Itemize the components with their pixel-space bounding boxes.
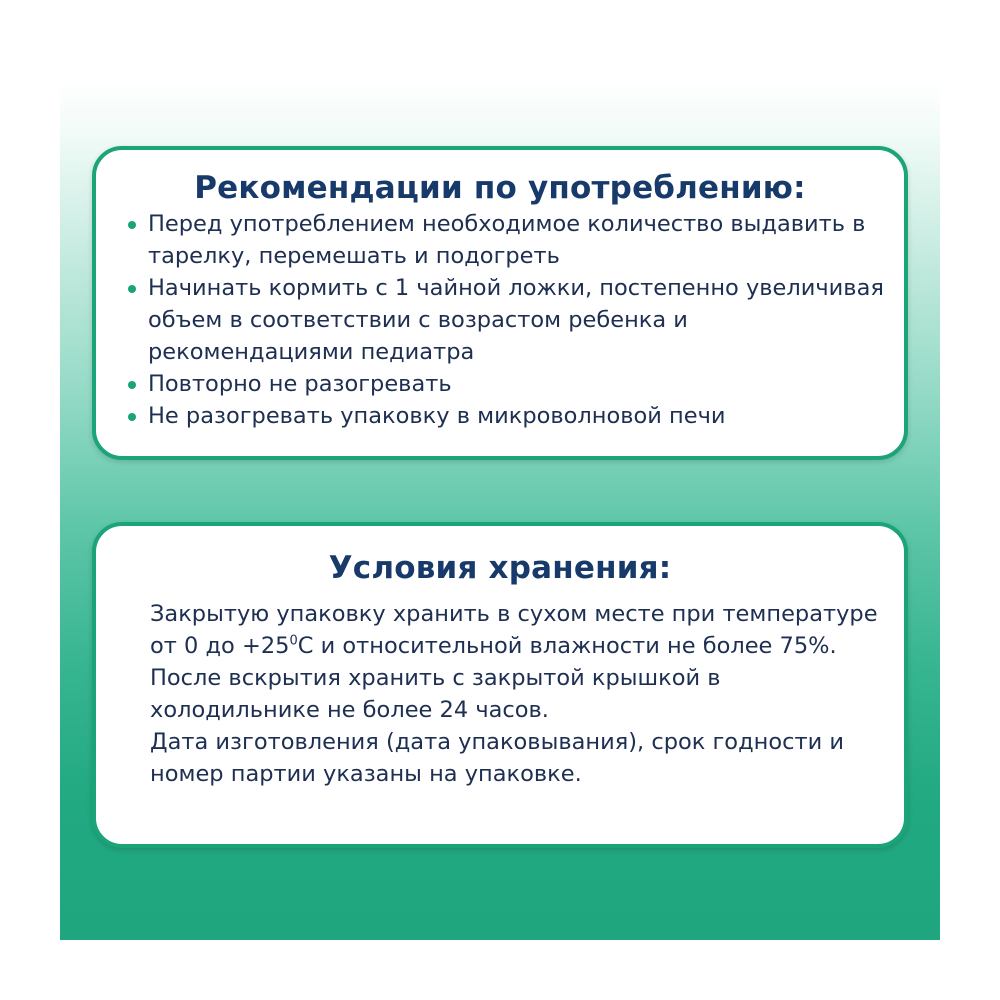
- usage-item: [122, 272, 892, 368]
- storage-title: Условия хранения:: [328, 550, 672, 586]
- usage-item-text: Перед употреблением необходимое количество выдавить в тарелку, перемешать и подогреть: [148, 211, 866, 269]
- storage-paragraph-dates: Дата изготовления (дата упаковывания), срок годности и номер партии указаны на упаковке.: [150, 729, 844, 787]
- usage-list: [122, 208, 892, 432]
- storage-text: [150, 598, 890, 790]
- usage-item-text: Начинать кормить с 1 чайной ложки, постепенно увеличивая объем в соответствии с возрастом ребенка и рекомендациями педиатра: [148, 275, 884, 365]
- degree-superscript: 0: [289, 633, 298, 649]
- storage-paragraph-after-opening: После вскрытия хранить с закрытой крышкой в холодильнике не более 24 часов.: [150, 665, 721, 723]
- bullet-dot-icon: [128, 413, 136, 421]
- bullet-dot-icon: [128, 221, 136, 229]
- usage-title: Рекомендации по употреблению:: [194, 170, 806, 206]
- usage-item-text: Не разогревать упаковку в микроволновой печи: [148, 403, 726, 429]
- storage-conditions-card: [92, 522, 908, 848]
- storage-temperature-text: Закрытую упаковку хранить в сухом месте при температуре от 0 до +25: [150, 601, 878, 659]
- usage-item-text: Повторно не разогревать: [148, 371, 452, 397]
- usage-item: [122, 400, 892, 432]
- storage-humidity-text: С и относительной влажности не более 75%.: [297, 633, 837, 659]
- usage-item: [122, 208, 892, 272]
- bullet-dot-icon: [128, 285, 136, 293]
- usage-item: [122, 368, 892, 400]
- usage-recommendations-card: [92, 146, 908, 460]
- bullet-dot-icon: [128, 381, 136, 389]
- storage-paragraph-temperature: [150, 598, 890, 662]
